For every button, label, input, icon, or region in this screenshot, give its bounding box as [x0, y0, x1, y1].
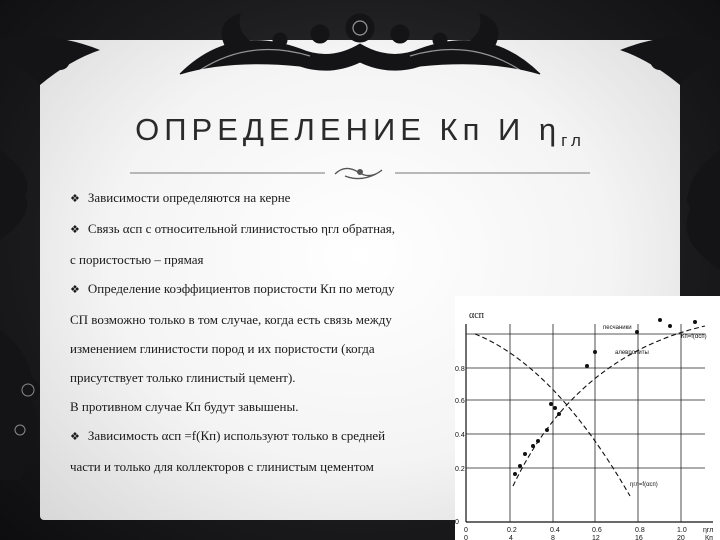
content-line — [70, 392, 455, 421]
content-line — [70, 334, 455, 363]
content-line — [70, 274, 455, 305]
content-line — [70, 452, 455, 481]
legend-siltstone: алевролиты — [615, 350, 649, 356]
x-tick-top: 0.8 — [635, 527, 645, 534]
content-line-text: Зависимости определяются на керне — [87, 190, 291, 205]
x-tick-top: 0.4 — [550, 527, 560, 534]
y-tick-label: 0.2 — [455, 466, 465, 473]
x-tick-bottom: Кп — [705, 535, 713, 540]
x-tick-top: ηгл — [703, 527, 714, 534]
diamond-bullet-icon: ❖ — [70, 224, 80, 236]
content-line-text: части и только для коллекторов с глинистым цементом — [70, 459, 374, 474]
content-line — [70, 214, 455, 245]
y-axis-label: αсп — [469, 310, 485, 321]
top-right-corner-ornament — [610, 30, 720, 100]
content-line-text: В противном случае Кп будут завышены. — [70, 399, 299, 414]
top-ornament — [170, 4, 550, 86]
y-tick-label: 0.8 — [455, 366, 465, 373]
x-tick-bottom: 0 — [464, 535, 468, 540]
slide-content — [70, 183, 455, 481]
y-tick-label: 0.6 — [455, 398, 465, 405]
x-tick-bottom: 16 — [635, 535, 643, 540]
x-tick-bottom: 20 — [677, 535, 685, 540]
content-line — [70, 421, 455, 452]
y-tick-label: 0.4 — [455, 432, 465, 439]
content-line-text: Зависимость αсп =f(Кп) используют только в средней — [87, 428, 386, 443]
x-tick-top: 0.2 — [507, 527, 517, 534]
title-main: ОПРЕДЕЛЕНИЕ Кп И η — [135, 112, 562, 147]
right-side-ornament — [660, 150, 720, 270]
title-divider — [120, 162, 600, 184]
content-line — [70, 305, 455, 334]
x-tick-top: 1.0 — [677, 527, 687, 534]
grid-lines — [466, 324, 705, 522]
y-tick-label: 0 — [455, 519, 459, 526]
graph-image — [455, 296, 720, 540]
content-line-text: СП возможно только в том случае, когда есть связь между — [70, 312, 392, 327]
content-line — [70, 245, 455, 274]
slide-title — [0, 112, 720, 151]
diamond-bullet-icon: ❖ — [70, 193, 80, 205]
x-tick-bottom: 12 — [592, 535, 600, 540]
title-subscript: гл — [561, 131, 585, 150]
data-points — [513, 318, 697, 476]
content-line-text: Определение коэффициентов пористости Кп по методу — [87, 281, 395, 296]
content-line-text: присутствует только глинистый цемент). — [70, 370, 296, 385]
content-line-text: изменением глинистости пород и их пористости (когда — [70, 341, 375, 356]
x-tick-top: 0 — [464, 527, 468, 534]
x-tick-bottom: 4 — [509, 535, 513, 540]
legend-sandstone: песчаники — [603, 325, 632, 331]
diamond-bullet-icon: ❖ — [70, 431, 80, 443]
left-upper-ornament — [0, 150, 50, 240]
left-side-ornament — [0, 330, 70, 480]
x-tick-bottom: 8 — [551, 535, 555, 540]
content-line — [70, 363, 455, 392]
content-line — [70, 183, 455, 214]
content-line-text: Связь αсп с относительной глинистостью ηгл обратная, — [87, 221, 396, 236]
top-left-corner-ornament — [0, 30, 110, 100]
content-line-text: с пористостью – прямая — [70, 252, 204, 267]
eta-dashed-curve — [475, 334, 630, 496]
diamond-bullet-icon: ❖ — [70, 284, 80, 296]
x-tick-top: 0.6 — [592, 527, 602, 534]
curve-label-eta: ηгл=f(αсп) — [630, 482, 658, 488]
curve-label-kp: Кп=f(αсп) — [681, 334, 707, 340]
